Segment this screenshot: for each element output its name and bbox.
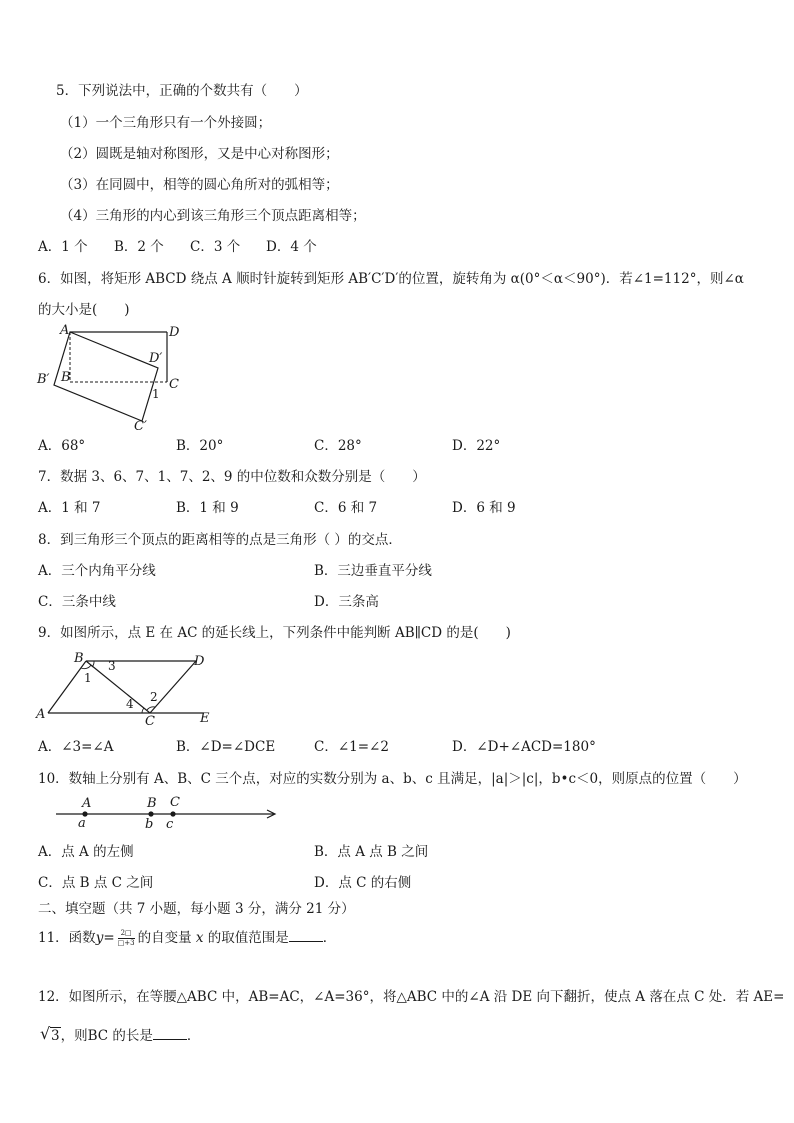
label-upper-b: B bbox=[147, 796, 157, 811]
q5-option-a: A．1 个 bbox=[38, 239, 88, 255]
q5-stem: 5．下列说法中，正确的个数共有（ ） bbox=[56, 83, 308, 99]
point-c bbox=[170, 811, 175, 816]
label-angle-4: 4 bbox=[126, 697, 134, 711]
q12-end: ． bbox=[186, 1028, 201, 1044]
q5-option-b: B．2 个 bbox=[114, 239, 164, 255]
label-a: A bbox=[60, 323, 70, 338]
q12-line1: 12．如图所示，在等腰△ABC 中，AB=AC，∠A=36°，将△ABC 中的∠A 沿 DE 向下翻折，使点 A 落在点 C 处．若 AE= bbox=[38, 989, 785, 1005]
q7-option-d: D．6 和 9 bbox=[452, 500, 516, 516]
q11-fraction-denominator: □+3 bbox=[117, 939, 135, 947]
q10-option-b: B．点 A 点 B 之间 bbox=[314, 844, 429, 860]
section-heading-fill-in: 二、填空题（共 7 小题，每小题 3 分，满分 21 分） bbox=[38, 901, 355, 917]
label-lower-b: b bbox=[145, 817, 154, 830]
label-lower-c: c bbox=[166, 817, 174, 830]
segment-bc bbox=[86, 661, 150, 713]
q12-line2 bbox=[40, 1026, 200, 1046]
q9-option-b: B．∠D=∠DCE bbox=[176, 739, 276, 755]
q6-stem-line1: 6．如图，将矩形 ABCD 绕点 A 顺时针旋转到矩形 AB′C′D′的位置，旋转角为 α(0°＜α＜90°)．若∠1=112°，则∠α bbox=[38, 271, 744, 287]
q8-option-d: D．三条高 bbox=[314, 594, 379, 610]
q9-stem: 9．如图所示，点 E 在 AC 的延长线上，下列条件中能判断 AB∥CD 的是( ) bbox=[38, 625, 511, 641]
label-c-prime: C′ bbox=[134, 419, 147, 432]
q10-number-line-figure bbox=[52, 794, 282, 830]
q7-stem: 7．数据 3、6、7、1、7、2、9 的中位数和众数分别是（ ） bbox=[38, 469, 426, 485]
q6-option-c: C．28° bbox=[314, 438, 362, 454]
q11-line bbox=[38, 928, 336, 948]
q5-statement-4: （4）三角形的内心到该三角形三个顶点距离相等； bbox=[60, 208, 366, 224]
q11-suffix: 的取值范围是 bbox=[207, 930, 289, 946]
q7-option-b: B．1 和 9 bbox=[176, 500, 239, 516]
q11-answer-blank bbox=[289, 928, 323, 942]
q10-option-c: C．点 B 点 C 之间 bbox=[38, 875, 154, 891]
q9-option-d: D．∠D+∠ACD=180° bbox=[452, 739, 596, 755]
label-angle-2: 2 bbox=[150, 690, 158, 704]
arc-angle-3 bbox=[92, 661, 94, 667]
q12-sqrt bbox=[40, 1026, 61, 1046]
label-a: A bbox=[36, 707, 46, 722]
q6-option-d: D．22° bbox=[452, 438, 501, 454]
q7-option-c: C．6 和 7 bbox=[314, 500, 378, 516]
q8-option-b: B．三边垂直平分线 bbox=[314, 563, 432, 579]
q9-option-a: A．∠3=∠A bbox=[38, 739, 114, 755]
q10-stem: 10．数轴上分别有 A、B、C 三个点，对应的实数分别为 a、b、c 且满足，|a|＞|c|，b•c＜0，则原点的位置（ ） bbox=[38, 771, 747, 787]
label-e: E bbox=[200, 711, 210, 726]
q5-option-c: C．3 个 bbox=[190, 239, 241, 255]
q10-option-d: D．点 C 的右侧 bbox=[314, 875, 412, 891]
q6-rectangle-rotation-figure bbox=[34, 322, 184, 432]
q11-end: ． bbox=[322, 930, 337, 946]
segment-cd bbox=[150, 661, 196, 713]
q6-option-a: A．68° bbox=[38, 438, 86, 454]
label-d: D bbox=[169, 325, 180, 340]
q12-answer-blank bbox=[153, 1026, 187, 1040]
label-angle-1: 1 bbox=[152, 387, 160, 401]
q9-parallel-lines-figure bbox=[34, 650, 224, 726]
q11-var-y: y bbox=[95, 930, 104, 946]
q5-statement-2: （2）圆既是轴对称图形，又是中心对称图形； bbox=[60, 146, 339, 162]
q8-stem: 8．到三角形三个顶点的距离相等的点是三角形（ ）的交点． bbox=[38, 532, 402, 548]
q11-prefix: 11．函数 bbox=[38, 930, 96, 946]
q9-option-c: C．∠1=∠2 bbox=[314, 739, 389, 755]
arc-angle-4 bbox=[142, 708, 144, 713]
label-angle-1: 1 bbox=[84, 671, 92, 685]
label-b: B bbox=[74, 651, 84, 666]
label-b-prime: B′ bbox=[37, 372, 50, 387]
q11-fraction-numerator: 2□ bbox=[118, 929, 135, 939]
q6-option-b: B．20° bbox=[176, 438, 224, 454]
q8-option-c: C．三条中线 bbox=[38, 594, 116, 610]
q11-var-x: x bbox=[195, 930, 204, 946]
q11-middle: 的自变量 bbox=[137, 930, 192, 946]
q6-stem-line2: 的大小是( ) bbox=[38, 302, 130, 318]
label-lower-a: a bbox=[78, 816, 86, 830]
q11-equals: = bbox=[103, 930, 115, 946]
label-angle-3: 3 bbox=[108, 659, 116, 673]
q5-statement-1: （1）一个三角形只有一个外接圆； bbox=[60, 115, 272, 131]
label-upper-a: A bbox=[82, 796, 92, 811]
q10-option-a: A．点 A 的左侧 bbox=[38, 844, 134, 860]
q5-statement-3: （3）在同圆中，相等的圆心角所对的弧相等； bbox=[60, 177, 339, 193]
label-d-prime: D′ bbox=[149, 351, 163, 366]
point-b bbox=[148, 811, 153, 816]
q12-suffix: ，则BC 的长是 bbox=[60, 1028, 153, 1044]
radical-sign-icon: √ bbox=[40, 1024, 51, 1043]
label-c: C bbox=[145, 714, 155, 726]
q8-option-a: A．三个内角平分线 bbox=[38, 563, 156, 579]
q5-option-d: D．4 个 bbox=[266, 239, 317, 255]
label-c: C bbox=[169, 377, 179, 392]
label-d: D bbox=[194, 654, 205, 669]
q12-radicand: 3 bbox=[51, 1028, 60, 1044]
q7-option-a: A．1 和 7 bbox=[38, 500, 101, 516]
label-upper-c: C bbox=[170, 795, 180, 810]
segment-ab bbox=[48, 661, 86, 713]
q11-fraction bbox=[118, 929, 135, 948]
label-b: B bbox=[61, 370, 71, 385]
